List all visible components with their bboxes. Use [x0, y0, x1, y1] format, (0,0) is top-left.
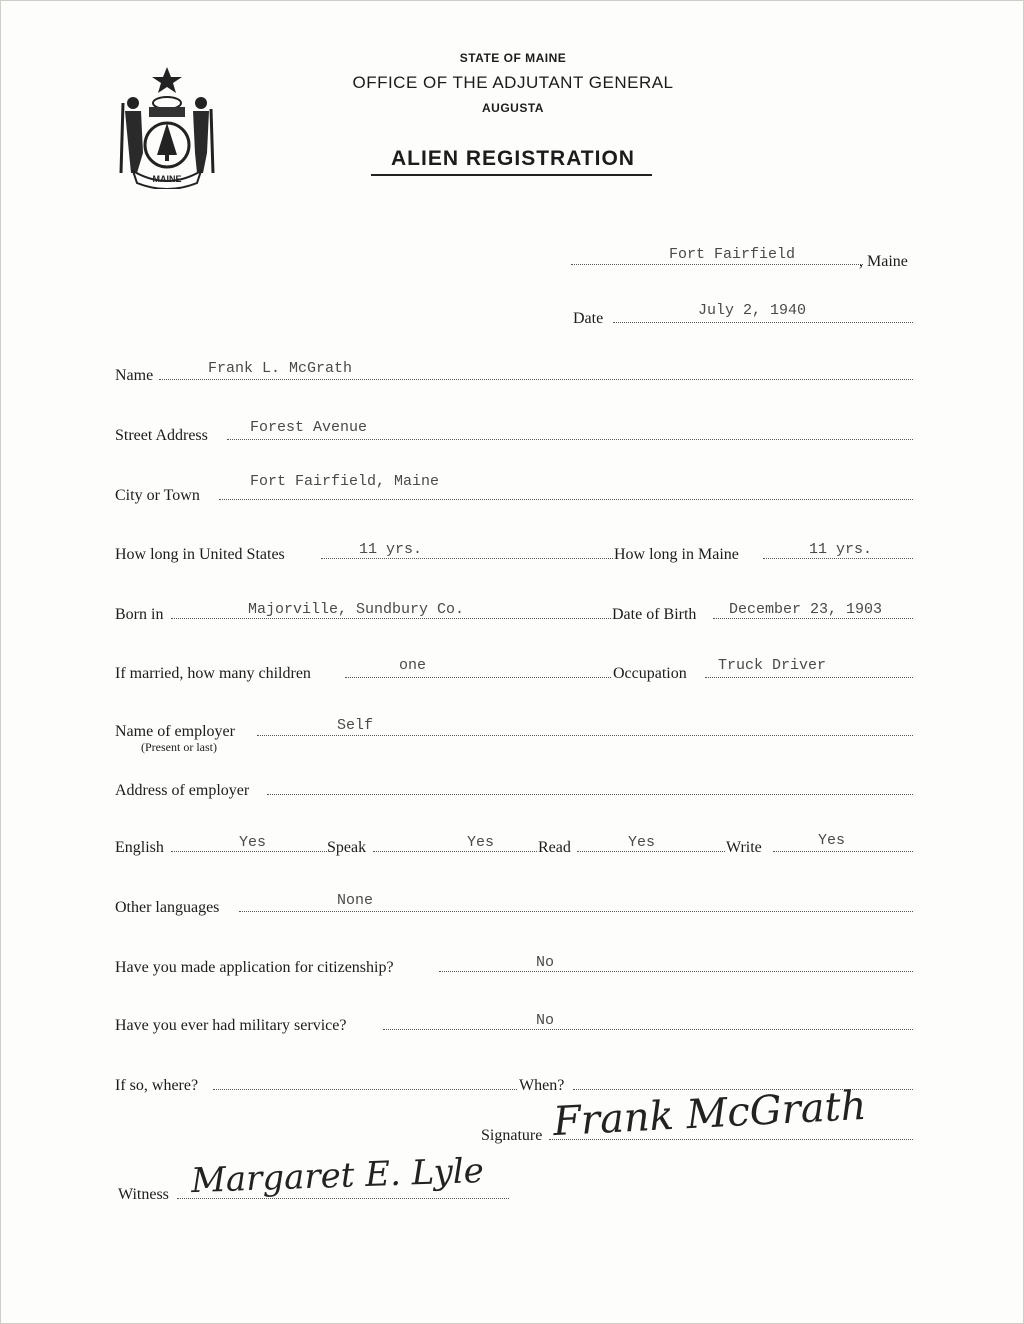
dob-line: [713, 618, 913, 619]
citizenship-line: [439, 971, 913, 972]
maine-duration-label: How long in Maine: [614, 546, 739, 563]
employer-address-label: Address of employer: [115, 782, 250, 799]
signature-label: Signature: [481, 1127, 543, 1144]
witness-value: Margaret E. Lyle: [190, 1150, 485, 1202]
other-languages-line: [239, 911, 913, 912]
place-line: [571, 264, 863, 265]
speak-label: Speak: [327, 839, 367, 856]
military-value: No: [536, 1012, 555, 1029]
when-label: When?: [519, 1077, 565, 1094]
witness-label: Witness: [118, 1186, 169, 1203]
date-value: July 2, 1940: [698, 302, 807, 319]
street-label: Street Address: [115, 427, 208, 444]
children-value: one: [399, 657, 427, 674]
us-duration-line: [321, 558, 613, 559]
office-heading: OFFICE OF THE ADJUTANT GENERAL: [352, 73, 674, 92]
city-label: City or Town: [115, 487, 200, 504]
maine-duration-line: [763, 558, 913, 559]
dob-label: Date of Birth: [612, 606, 697, 623]
employer-address-line: [267, 794, 913, 795]
us-duration-value: 11 yrs.: [359, 541, 423, 558]
other-languages-value: None: [337, 892, 374, 909]
place-suffix: , Maine: [859, 253, 908, 270]
born-line: [171, 618, 611, 619]
seal-text: MAINE: [152, 174, 182, 184]
maine-duration-value: 11 yrs.: [809, 541, 873, 558]
children-line: [345, 677, 611, 678]
street-value: Forest Avenue: [250, 419, 368, 436]
city-value: Fort Fairfield, Maine: [250, 473, 440, 490]
write-label: Write: [726, 839, 762, 856]
place-value: Fort Fairfield: [669, 246, 796, 263]
read-value: Yes: [628, 834, 656, 851]
read-line: [577, 851, 725, 852]
military-line: [383, 1029, 913, 1030]
occupation-label: Occupation: [613, 665, 687, 682]
born-label: Born in: [115, 606, 164, 623]
citizenship-label: Have you made application for citizenship?: [115, 959, 394, 976]
speak-value: Yes: [467, 834, 495, 851]
english-line: [171, 851, 327, 852]
city-line: [219, 499, 913, 500]
name-value: Frank L. McGrath: [208, 360, 353, 377]
name-label: Name: [115, 367, 154, 384]
date-label: Date: [573, 310, 604, 327]
english-value: Yes: [239, 834, 267, 851]
where-label: If so, where?: [115, 1077, 199, 1094]
signature-value: Frank McGrath: [552, 1082, 868, 1146]
occupation-line: [705, 677, 913, 678]
state-seal-icon: [113, 63, 221, 189]
born-value: Majorville, Sundbury Co.: [248, 601, 465, 618]
citizenship-value: No: [536, 954, 555, 971]
occupation-value: Truck Driver: [718, 657, 827, 674]
read-label: Read: [538, 839, 571, 856]
children-label: If married, how many children: [115, 665, 311, 682]
military-label: Have you ever had military service?: [115, 1017, 347, 1034]
english-label: English: [115, 839, 164, 856]
dob-value: December 23, 1903: [729, 601, 883, 618]
write-value: Yes: [818, 832, 846, 849]
name-line: [159, 379, 913, 380]
street-line: [227, 439, 913, 440]
employer-line: [257, 735, 913, 736]
where-line: [213, 1089, 517, 1090]
employer-value: Self: [337, 717, 374, 734]
city-heading: AUGUSTA: [482, 101, 544, 115]
form-title: ALIEN REGISTRATION: [391, 147, 635, 170]
employer-label: Name of employer: [115, 723, 235, 740]
write-line: [773, 851, 913, 852]
employer-sublabel: (Present or last): [141, 740, 217, 754]
date-line: [613, 322, 913, 323]
state-heading: STATE OF MAINE: [459, 51, 567, 65]
other-languages-label: Other languages: [115, 899, 220, 916]
speak-line: [373, 851, 537, 852]
title-underline: [371, 174, 652, 176]
us-duration-label: How long in United States: [115, 546, 285, 563]
